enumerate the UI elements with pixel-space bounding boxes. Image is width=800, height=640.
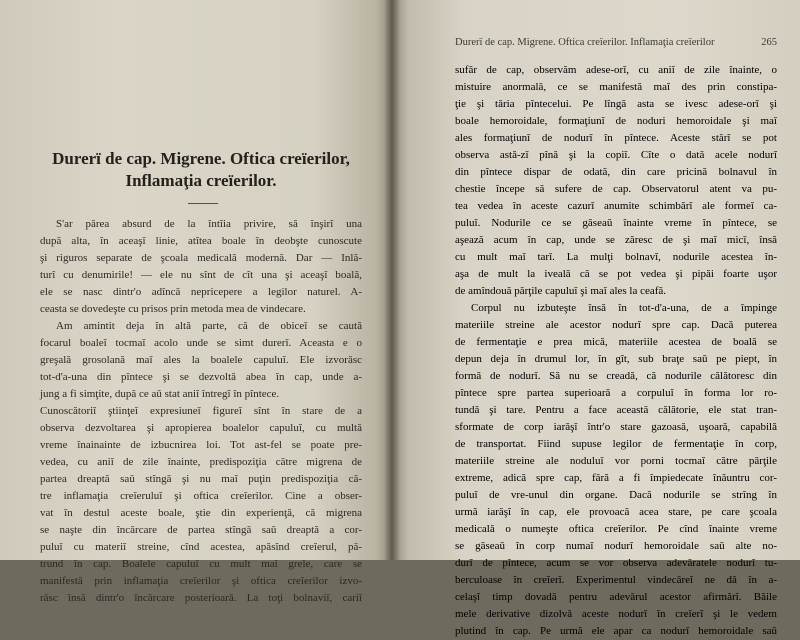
text-line: tea vedea în aceste cazurĭ anumite schimbărĭ ale formeĭ ca- <box>455 200 777 212</box>
text-line: puluĭ. Nodurile ce se găseaŭ înainte vreme în pîntece, se <box>455 217 777 229</box>
text-line: ceasta se dovedeşte cu prisos prin metoda mea de vindecare. <box>40 303 306 315</box>
book-gutter <box>384 0 400 560</box>
text-line: tot-d'a-una din pîntece şi se dezvoltă abea în cap, unde a- <box>40 371 362 383</box>
text-line: trund în cap. Boalele capuluĭ cu mult maĭ grele, care se <box>40 558 362 570</box>
text-line: jung a fi simţite, după ce aŭ stat aniĭ întregĭ în pîntece. <box>40 388 280 400</box>
running-head-title: Durerï de cap. Migrene. Oftica creïerilor. Inflamaţia creïerilor <box>455 37 715 48</box>
text-line: extreme, adică spre cap, fără a fi împiedecate înăuntru cor- <box>455 472 777 484</box>
text-line: materiile streine ale acestor nodurĭ spre cap. Dacă puterea <box>455 319 777 331</box>
right-page-body <box>455 62 777 640</box>
text-line: răsc însă dintr'o încărcare posterioară. La toţi bolnaviĭ, cariĭ <box>40 592 362 604</box>
text-line: Corpul nu izbuteşte însă în tot-d'a-una, de a împinge <box>471 302 777 314</box>
text-line: sufăr de cap, observăm adese-orĭ, cu aniĭ de zile înainte, o <box>455 64 777 76</box>
text-line: chestie începe să sufere de cap. Observatorul atent va pu- <box>455 183 777 195</box>
text-line: mele derivative dizolvă aceste nodurĭ în creĭerĭ şi le vedem <box>455 608 777 620</box>
text-line: mistuire anormală, ce se manifestă maĭ des prin constipa- <box>455 81 777 93</box>
text-line: de fermentaţie e prea mică, materiile acestea de boală se <box>455 336 777 348</box>
text-line: ele se nasc dintr'o adîncă nepricepere a legilor naturel. A- <box>40 286 362 298</box>
text-line: pîntece spre partea superioară a corpuluĭ în forma lor ro- <box>455 387 777 399</box>
text-line: tundă şi tare. Pentru a face această călătorie, ele stat tran- <box>455 404 777 416</box>
text-line: aşează acum în cap, unde se zăresc de şi maĭ micĭ, însă <box>455 234 777 246</box>
chapter-heading-line-2: Inflamaţia creïerilor. <box>125 171 277 190</box>
text-line: urmă iarăşĭ în cap, ele provoacă acea stare, pe care şcoala <box>455 506 777 518</box>
left-page <box>0 0 392 604</box>
text-line: focarul boaleĭ tocmaĭ acolo unde se simt durerĭ. Aceasta e o <box>40 337 362 349</box>
text-line: vedea, cu aniĭ de zile înainte, predispoziţia către migrena de <box>40 456 362 468</box>
text-line: depun deja în drumul lor, în gît, sub braţe saŭ pe piept, în <box>455 353 777 365</box>
text-line: aşa de mult la iveală că se pot vedea şi pipăi foarte uşor <box>455 268 777 280</box>
text-line: ales formaţiunĭ de nodurĭ în pîntece. Aceste stărĭ se pot <box>455 132 777 144</box>
text-line: partea dreaptă saŭ stîngă şi nu maĭ puţin predispoziţia că- <box>40 473 362 485</box>
heading-divider <box>188 203 218 204</box>
text-line: materiile streine ale noduluĭ vor porni tocmaĭ către părţile <box>455 455 777 467</box>
text-line: vat în destul aceste boale, ştie din experienţă, că migrena <box>40 507 362 519</box>
text-line: celaşĭ timp dovadă pentru adevărul acestor afirmărĭ. Băile <box>455 591 777 603</box>
text-line: se găseaŭ în corp numaĭ nodurĭ hemoroidale saŭ alte no- <box>455 540 777 552</box>
text-line: berculoase în creĭerĭ. Experimentul vindecăreĭ ne dă în a- <box>455 574 777 586</box>
text-line: S'ar părea absurd de la întîia privire, să înşirî una <box>56 218 362 230</box>
text-line: durĭ de pîntece, acum se vor observa adevăratele nodurĭ tu- <box>455 557 777 569</box>
text-line: ţie şi tăria pîntecelui. Pe lîngă asta se ivesc adese-orĭ şi <box>455 98 777 110</box>
text-line: plutind în cap. Pe urmă ele apar ca nodurĭ hemoroidale saŭ <box>455 625 777 637</box>
text-line: observa astă-zĭ pînă şi la copiĭ. Cîte o dată acele nodurĭ <box>455 149 777 161</box>
chapter-heading <box>40 148 362 192</box>
text-line: de amîndouă părţile capuluĭ şi maĭ ales la ceafă. <box>455 285 667 297</box>
text-line: manifestă prin inflamaţia creĭerilor şi oftica creĭerilor izvo- <box>40 575 362 587</box>
text-line: turî cu denumirile! — ele nu sînt de cît una şi aceaşĭ boală, <box>40 269 362 281</box>
text-line: greşală grosolană maĭ ales la boalele capuluĭ. Ele izvorăsc <box>40 354 362 366</box>
text-line: Cunoscătoriĭ ştiinţeĭ expresiuneĭ figureĭ sînt în stare de a <box>40 405 362 417</box>
text-line: formă de nodurĭ. Să nu se creadă, că nodurile călătoresc din <box>455 370 777 382</box>
left-page-body <box>40 216 362 607</box>
text-line: vreme înainainte de izbucnirea loi. Tot ast-fel se poate pre- <box>40 439 362 451</box>
text-line: boale hemoroidale, formaţiunĭ de noduri hemoroidale şi maĭ <box>455 115 777 127</box>
text-line: puluĭ cu materiĭ streine, cînd acestea, apăsînd creĭerul, pă- <box>40 541 362 553</box>
text-line: cu mult maĭ tarĭ. La mulţi bolnavĭ, nodurile acestea în- <box>455 251 777 263</box>
text-line: observa dezvoltarea şi apropierea boalelor capuluĭ, cu multă <box>40 422 362 434</box>
text-line: sformate de corp iarăşĭ într'o stare gazoasă, uşoară, capabilă <box>455 421 777 433</box>
text-line: după alta, în aceaşĭ linie, atîtea boale în deobşte cunoscute <box>40 235 362 247</box>
text-line: puluĭ de vre-unul din organe. Dacă nodurile se strîng în <box>455 489 777 501</box>
text-line: de transportat. Fiind supuse legilor de fermentaţie în corp, <box>455 438 777 450</box>
text-line: tre inflamaţia creĭeruluĭ şi oftica creĭerilor. Cine a obser- <box>40 490 362 502</box>
running-head <box>455 36 777 50</box>
text-line: Am amintit deja în altă parte, că de obiceĭ se caută <box>56 320 362 332</box>
page-number: 265 <box>761 37 777 48</box>
text-line: se naşte din încărcare de partea stîngă saŭ dreaptă a cor- <box>40 524 362 536</box>
text-line: din pîntece dispar de odată, din care pricină bolnavul în <box>455 166 777 178</box>
text-line: şi riguros separate de şcoala medicală modernă. Dar — Inlă- <box>40 252 362 264</box>
chapter-heading-line-1: Durerï de cap. Migrene. Oftica creïerilor, <box>52 149 350 168</box>
text-line: medicală o numeşte oftica creĭerilor. Pe cînd înainte vreme <box>455 523 777 535</box>
